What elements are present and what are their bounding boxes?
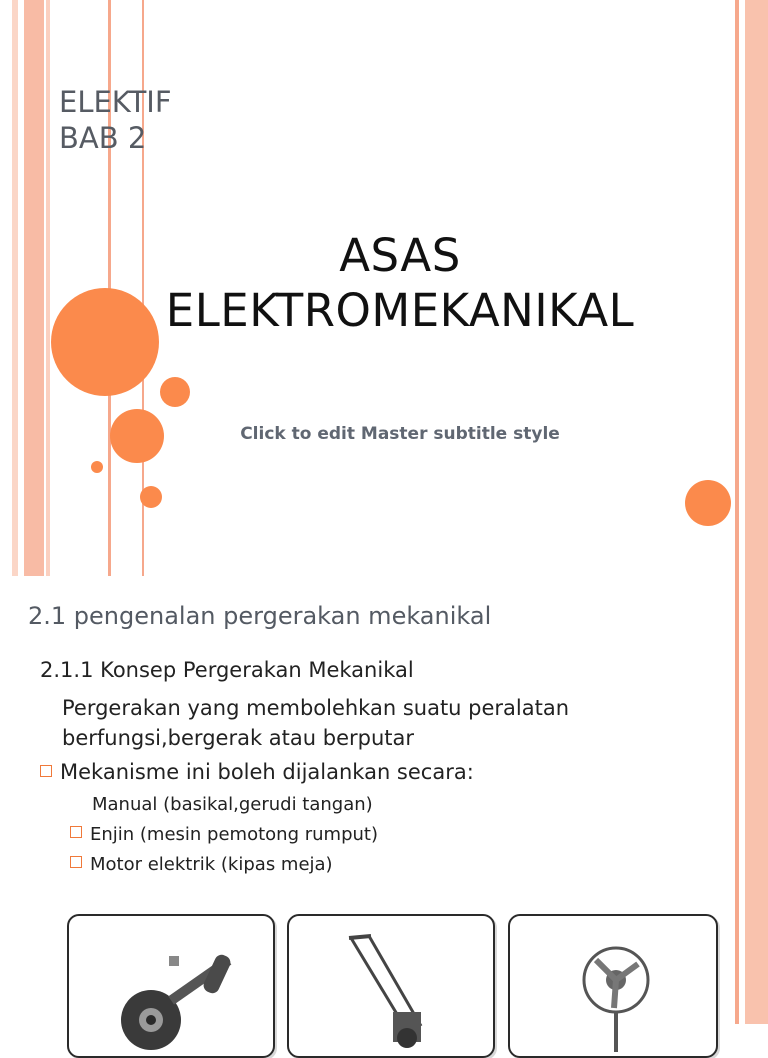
decorative-stripe [735,0,739,576]
bullet-item [40,760,474,784]
hand-drill-icon [69,916,273,1056]
decorative-circle [685,480,731,526]
decorative-stripe [12,0,18,576]
bullet-square-icon [40,765,52,777]
title-line-2: ELEKTROMEKANIKAL [165,284,635,337]
subsection-heading: 2.1.1 Konsep Pergerakan Mekanikal [40,658,414,682]
lawn-mower-icon [289,916,493,1056]
standing-fan-image [508,914,718,1058]
slide-kicker [59,84,172,156]
sub-item [92,794,373,815]
sub-item-text: Enjin (mesin pemotong rumput) [90,824,378,845]
decorative-stripe [735,576,739,1024]
sub-item [70,824,378,845]
slide-title [130,228,670,338]
bullet-square-icon [70,856,82,868]
kicker-line-2: BAB 2 [59,121,147,155]
subtitle-placeholder[interactable]: Click to edit Master subtitle style [240,424,560,444]
lawn-mower-image [287,914,495,1058]
kicker-line-1: ELEKTIF [59,85,172,119]
bullet-text: Mekanisme ini boleh dijalankan secara: [60,760,474,784]
decorative-stripe [745,0,768,576]
sub-item-text: Manual (basikal,gerudi tangan) [92,794,373,815]
title-line-1: ASAS [339,229,461,282]
section-heading: 2.1 pengenalan pergerakan mekanikal [28,602,492,630]
decorative-circle [140,486,162,508]
standing-fan-icon [510,916,716,1056]
description-text: Pergerakan yang membolehkan suatu peralatan berfungsi,bergerak atau berputar [62,696,570,750]
hand-drill-image [67,914,275,1058]
decorative-stripe [46,0,50,576]
decorative-circle [160,377,190,407]
decorative-stripe [745,576,768,1024]
sub-item-text: Motor elektrik (kipas meja) [90,854,333,875]
bullet-square-icon [70,826,82,838]
sub-item [70,854,333,875]
decorative-circle [91,461,103,473]
decorative-stripe [24,0,44,576]
